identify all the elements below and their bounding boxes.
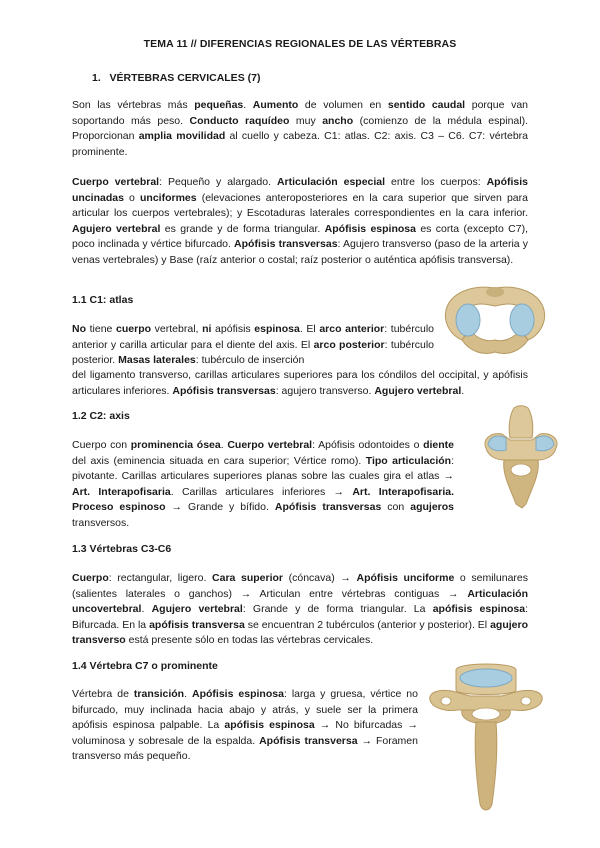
heading-c7: 1.4 Vértebra C7 o prominente	[72, 660, 218, 672]
cervical-general-paragraph: Cuerpo vertebral: Pequeño y alargado. Articulación especial entre los cuerpos: Apófisis uncinadas o unciformes (elevaciones anteroposteriores en la cara superior que sirven para articular los cuerpos vertebrales); y Escotaduras laterales correspondientes en la cara inferior. Agujero vertebral es grande y de forma triangular. Apófisis espinosa es corta (excepto C7), poco inclinada y vértice bifurcado. Apófisis transversas: Agujero transverso (paso de la arteria y venas vertebrales) y Base (raíz anterior o costal; raíz posterior o auténtica apófisis transversa).	[72, 176, 529, 266]
atlas-paragraph-continued: del ligamento transverso, carillas articulares superiores para los cóndilos del occipital, y apófisis articulares inferiores. Apófisis transversas: agujero transverso. Agujero vertebral.	[72, 369, 528, 397]
section-number: 1.	[92, 72, 101, 84]
atlas-paragraph: No tiene cuerpo vertebral, ni apófisis espinosa. El arco anterior: tubérculo anterior y carilla articular para el diente del axis. El arco posterior: tubérculo posterior. Masas laterales: tubérculo de inserción	[72, 323, 435, 366]
heading-c3-c6: 1.3 Vértebras C3-C6	[72, 543, 172, 555]
document-title: TEMA 11 // DIFERENCIAS REGIONALES DE LAS VÉRTEBRAS	[143, 38, 457, 50]
axis-paragraph: Cuerpo con prominencia ósea. Cuerpo vertebral: Apófisis odontoides o diente del axis (eminencia situada en cara superior; Vértice romo). Tipo articulación: pivotante. Carillas articulares superiores planas sobre las cuales gira el atlas → Art. Interapofisaria. Carillas articulares inferiores → Art. Interapofisaria. Proceso espinoso → Grande y bífido. Apófisis transversas con agujeros transversos.	[72, 439, 455, 529]
heading-atlas: 1.1 C1: atlas	[72, 294, 134, 306]
heading-axis: 1.2 C2: axis	[72, 410, 130, 422]
section-heading-cervicales	[92, 72, 260, 84]
intro-paragraph: Son las vértebras más pequeñas. Aumento de volumen en sentido caudal porque van soportando más peso. Conducto raquídeo muy ancho (comienzo de la médula espinal). Proporcionan amplia movilidad al cuello y cabeza. C1: atlas. C2: axis. C3 – C6. C7: vértebra prominente.	[72, 99, 528, 158]
axis-vertebra-illustration	[476, 404, 566, 512]
c3-c6-paragraph: Cuerpo: rectangular, ligero. Cara superior (cóncava) → Apófisis unciforme o semilunares (salientes laterales o ganchos) → Articulan entre vértebras contiguas → Articulación uncovertebral. Agujero vertebral: Grande y de forma triangular. La apófisis espinosa: Bifurcada. En la apófisis transversa se encuentran 2 tubérculos (anterior y posterior). El agujero transverso está presente sólo en todas las vértebras cervicales.	[72, 572, 529, 646]
section-heading-text: VÉRTEBRAS CERVICALES (7)	[109, 72, 261, 84]
atlas-vertebra-illustration	[440, 280, 550, 358]
c7-vertebra-illustration	[426, 656, 546, 816]
c7-paragraph: Vértebra de transición. Apófisis espinosa: larga y gruesa, vértice no bifurcado, muy inclinada hacia abajo y atrás, y suele ser la primera apófisis espinosa palpable. La apófisis espinosa → No bifurcadas → voluminosa y sobresale de la espalda. Apófisis transversa → Foramen transverso más pequeño.	[72, 688, 418, 762]
